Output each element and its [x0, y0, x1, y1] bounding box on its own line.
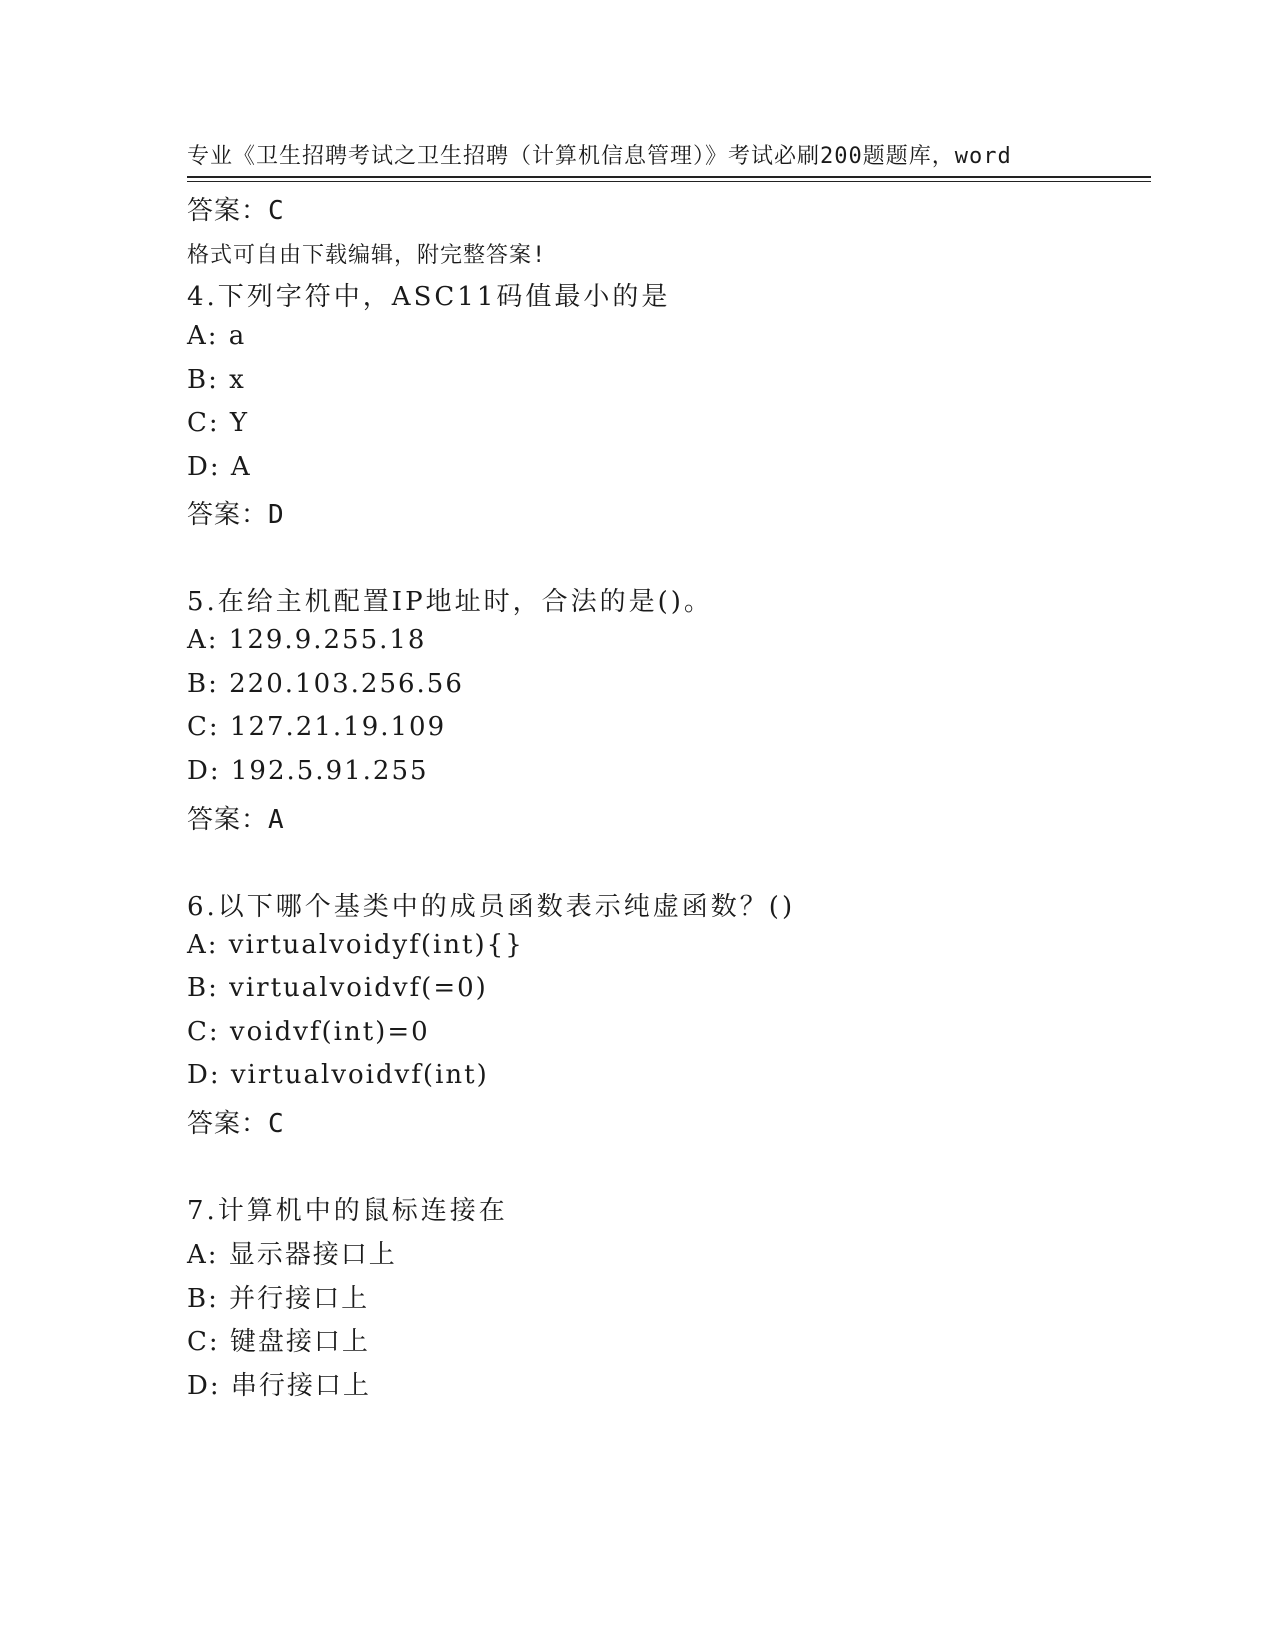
question-6-option-c: C: voidvf(int)=0: [187, 1017, 430, 1047]
question-4-option-b: B: x: [187, 365, 246, 395]
question-5-option-b: B: 220.103.256.56: [187, 669, 464, 699]
question-5-option-a: A: 129.9.255.18: [187, 625, 427, 655]
question-4-option-c: C: Y: [187, 408, 250, 438]
header-divider-thin: [187, 181, 1151, 182]
question-5-option-c: C: 127.21.19.109: [187, 712, 447, 742]
question-6-stem: 6.以下哪个基类中的成员函数表示纯虚函数？(): [187, 892, 796, 922]
question-7-stem: 7.计算机中的鼠标连接在: [187, 1196, 508, 1226]
header-divider-thick: [187, 176, 1151, 178]
question-5-stem: 5.在给主机配置IP地址时，合法的是()。: [187, 587, 713, 617]
question-6-option-b: B: virtualvoidvf(=0): [187, 973, 488, 1003]
question-7-option-a: A: 显示器接口上: [187, 1240, 397, 1270]
question-6-answer: 答案：C: [187, 1109, 285, 1139]
question-4-answer: 答案：D: [187, 500, 285, 530]
question-6-option-a: A: virtualvoidyf(int){}: [187, 930, 524, 960]
header-line-2: 格式可自由下载编辑，附完整答案!: [187, 243, 547, 268]
question-7-option-b: B: 并行接口上: [187, 1284, 370, 1314]
question-7-option-c: C: 键盘接口上: [187, 1327, 370, 1357]
question-5-option-d: D: 192.5.91.255: [187, 756, 429, 786]
question-6-option-d: D: virtualvoidvf(int): [187, 1060, 489, 1090]
question-4-option-a: A: a: [187, 321, 247, 351]
previous-answer: 答案：C: [187, 196, 285, 226]
header-line-1: 专业《卫生招聘考试之卫生招聘（计算机信息管理）》考试必刷200题题库，word: [187, 144, 1012, 169]
question-4-stem: 4.下列字符中，ASC11码值最小的是: [187, 282, 671, 312]
question-4-option-d: D: A: [187, 452, 252, 482]
question-7-option-d: D: 串行接口上: [187, 1371, 371, 1401]
question-5-answer: 答案：A: [187, 805, 285, 835]
